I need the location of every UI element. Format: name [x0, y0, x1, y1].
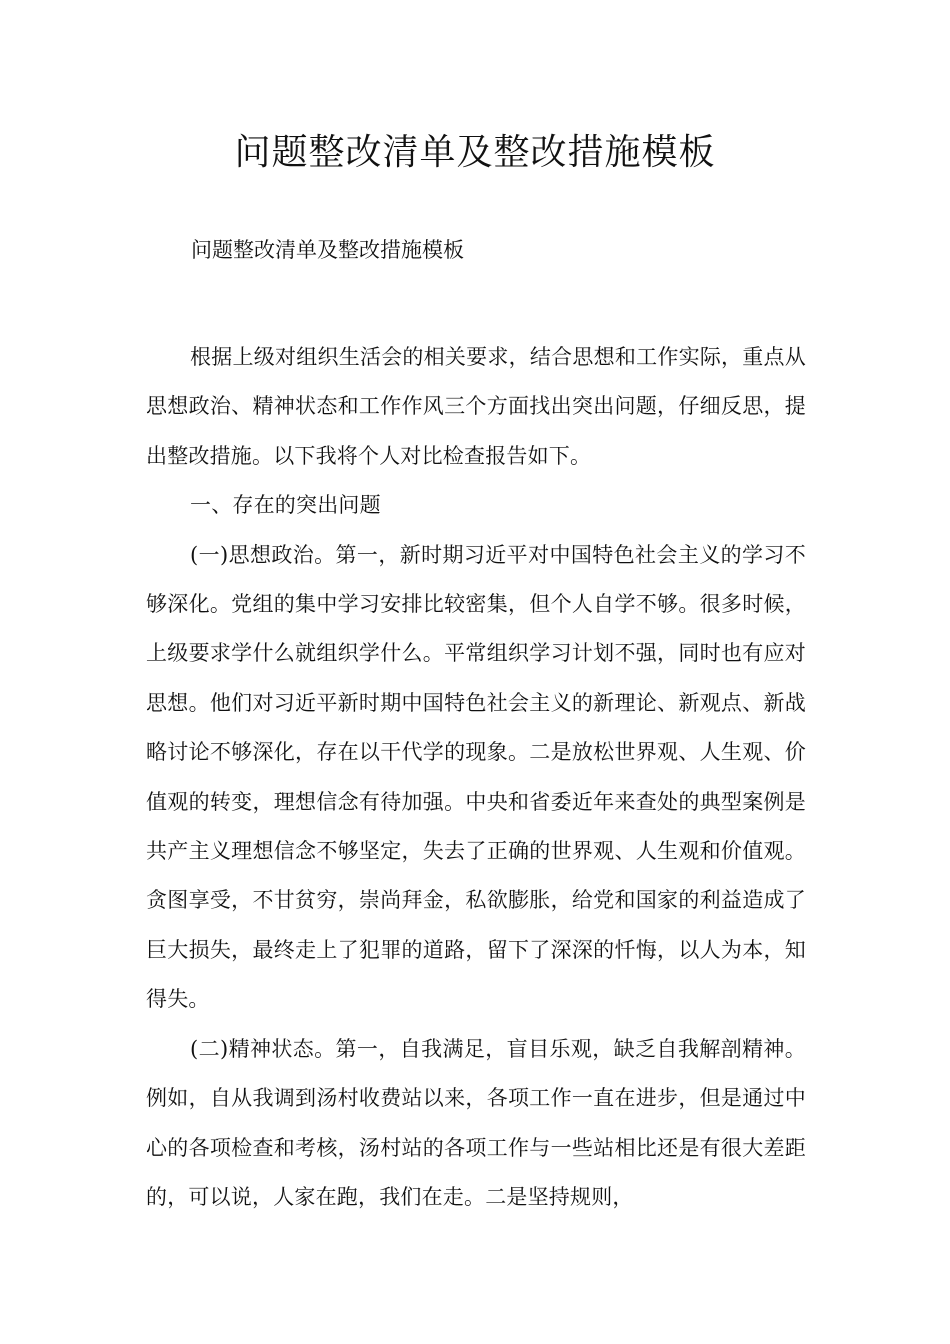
paragraph-spirit: (二)精神状态。第一，自我满足，盲目乐观，缺乏自我解剖精神。例如，自从我调到汤村收费站以来，各项工作一直在进步，但是通过中心的各项检查和考核，汤村站的各项工作与一些站相比还是有很大差距的，可以说，人家在跑，我们在走。二是坚持规则， — [146, 1036, 806, 1209]
paragraph-intro: 根据上级对组织生活会的相关要求，结合思想和工作实际，重点从思想政治、精神状态和工作作风三个方面找出突出问题，仔细反思，提出整改措施。以下我将个人对比检查报告如下。 — [146, 345, 806, 468]
document-subtitle: 问题整改清单及整改措施模板 — [191, 238, 464, 262]
paragraph-ideology: (一)思想政治。第一，新时期习近平对中国特色社会主义的学习不够深化。党组的集中学习安排比较密集，但个人自学不够。很多时候，上级要求学什么就组织学什么。平常组织学习计划不强，同时也有应对思想。他们对习近平新时期中国特色社会主义的新理论、新观点、新战略讨论不够深化，存在以干代学的现象。二是放松世界观、人生观、价值观的转变，理想信念有待加强。中央和省委近年来查处的典型案例是共产主义理想信念不够坚定，失去了正确的世界观、人生观和价值观。贪图享受，不甘贫穷，崇尚拜金，私欲膨胀，给党和国家的利益造成了巨大损失，最终走上了犯罪的道路，留下了深深的忏悔，以人为本，知得失。 — [146, 542, 806, 1012]
section-heading: 一、存在的突出问题 — [190, 493, 381, 518]
document-body — [146, 333, 806, 1222]
document-title: 问题整改清单及整改措施模板 — [234, 132, 716, 173]
